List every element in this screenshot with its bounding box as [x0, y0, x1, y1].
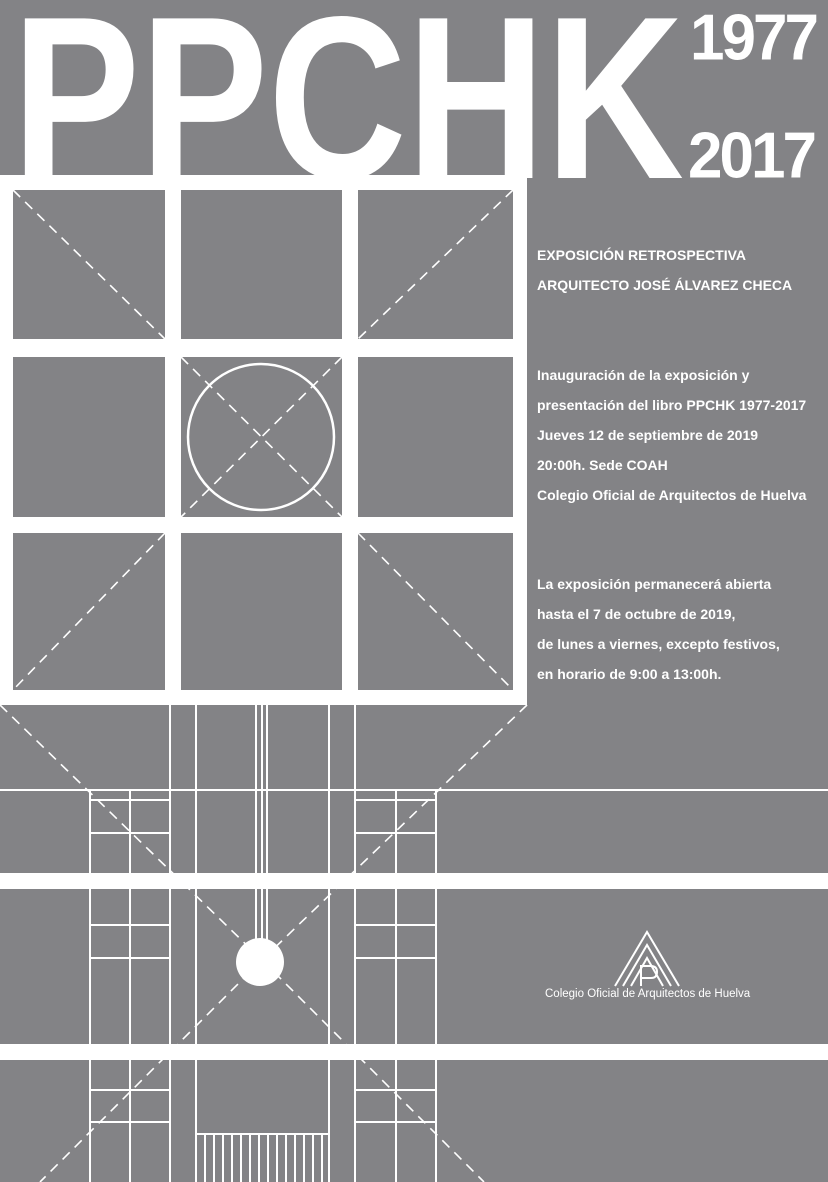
- schedule-line-1: La exposición permanecerá abierta: [537, 576, 772, 592]
- inauguration-line-3: Jueves 12 de septiembre de 2019: [537, 427, 759, 443]
- stair-lines: [205, 1134, 322, 1182]
- year-start: 1977: [690, 1, 816, 75]
- triangle-logo-icon: [611, 930, 683, 990]
- inauguration-line-2: presentación del libro PPCHK 1977-2017: [537, 397, 807, 413]
- schedule-line-4: en horario de 9:00 a 13:00h.: [537, 666, 722, 682]
- schedule-line-2: hasta el 7 de octubre de 2019,: [537, 606, 736, 622]
- inauguration-line-1: Inauguración de la exposición y: [537, 367, 750, 383]
- inauguration-line-5: Colegio Oficial de Arquitectos de Huelva: [537, 487, 807, 503]
- exhibition-line-1: EXPOSICIÓN RETROSPECTIVA: [537, 247, 746, 263]
- poster-title-text: PPCHK: [12, 0, 684, 185]
- schedule-block: [537, 569, 780, 689]
- year-end: 2017: [688, 119, 814, 193]
- coah-logo: [545, 930, 755, 1010]
- exhibition-heading: [537, 240, 792, 300]
- poster-title: [0, 0, 700, 185]
- inauguration-line-4: 20:00h. Sede COAH: [537, 457, 668, 473]
- logo-caption: Colegio Oficial de Arquitectos de Huelva: [545, 988, 751, 1000]
- pendulum-ball: [236, 938, 284, 986]
- inauguration-block: [537, 360, 806, 510]
- schedule-line-3: de lunes a viernes, excepto festivos,: [537, 636, 780, 652]
- exhibition-line-2: ARQUITECTO JOSÉ ÁLVAREZ CHECA: [537, 277, 793, 293]
- plan-cells: [13, 190, 513, 690]
